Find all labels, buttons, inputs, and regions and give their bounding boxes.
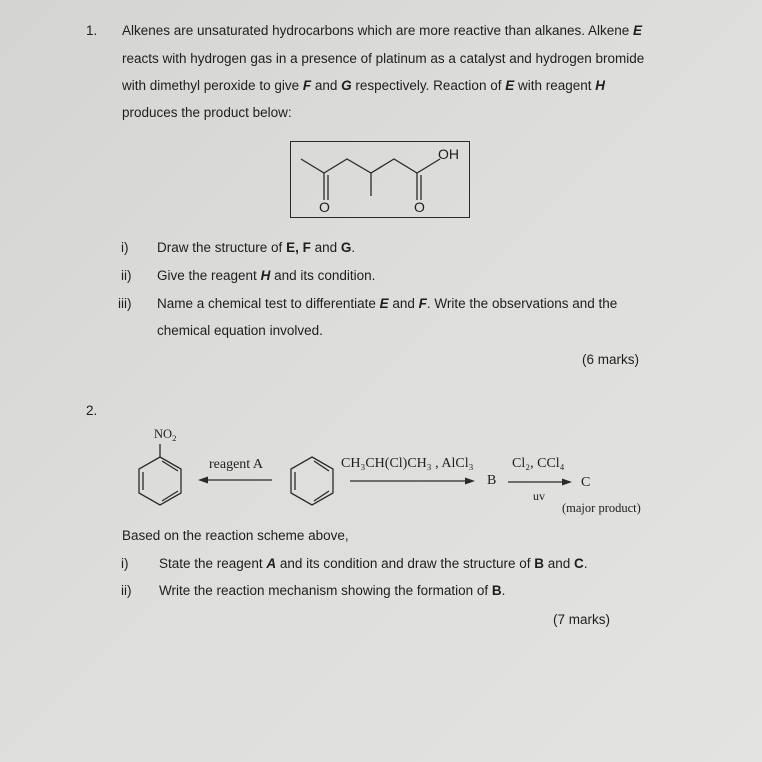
alkene-e: E bbox=[633, 23, 643, 38]
and-label: and bbox=[310, 240, 341, 255]
reagent-h: H bbox=[595, 78, 606, 93]
period: . bbox=[501, 583, 506, 598]
q1-paragraph-line-4: produces the product below: bbox=[122, 105, 292, 120]
alkene-e: E bbox=[379, 296, 389, 311]
reagent-a-label: reagent A bbox=[209, 457, 264, 472]
product-f: F bbox=[302, 78, 312, 93]
nitro-group-label bbox=[154, 427, 176, 442]
major-product-note: (major product) bbox=[562, 501, 641, 515]
benzene-ring bbox=[291, 457, 333, 505]
q1-sub-i-text bbox=[157, 234, 355, 261]
q2-sub-i-text bbox=[159, 550, 588, 577]
q2-sub-ii-number: ii) bbox=[121, 583, 132, 598]
q1-sub-ii-number: ii) bbox=[121, 268, 132, 283]
q1-paragraph-line-1 bbox=[122, 17, 642, 44]
and-label: and bbox=[543, 556, 575, 571]
reagent-h: H bbox=[260, 268, 271, 283]
hydroxyl-label: OH bbox=[438, 146, 459, 162]
q1-sub-ii-text bbox=[157, 262, 375, 289]
alkylation-reagents: CH₃CH(Cl)CH₃ , AlCl₃ bbox=[341, 456, 474, 471]
and-label: and bbox=[388, 296, 419, 311]
q1-paragraph-line-2: reacts with hydrogen gas in a presence of platinum as a catalyst and hydrogen bromide bbox=[122, 51, 645, 66]
arrowhead-right bbox=[465, 478, 475, 485]
arrowhead-left bbox=[198, 477, 208, 484]
q1-paragraph-line-3 bbox=[122, 72, 605, 99]
q1-text: respectively. Reaction of bbox=[351, 78, 506, 93]
product-b: B bbox=[491, 583, 502, 598]
q1-text: with reagent bbox=[514, 78, 596, 93]
q1-sub-iii-line-2: chemical equation involved. bbox=[157, 323, 323, 338]
reaction-scheme bbox=[120, 430, 760, 530]
q1-text: with dimethyl peroxide to give bbox=[122, 78, 303, 93]
q1-sub-i-label: Draw the structure of bbox=[157, 240, 287, 255]
q1-sub-iii-text bbox=[157, 290, 642, 317]
arrowhead-right bbox=[562, 479, 572, 486]
subscript: 2 bbox=[172, 433, 177, 443]
question-2-number: 2. bbox=[86, 403, 98, 418]
q2-sub-i-label: State the reagent bbox=[159, 556, 267, 571]
q1-sub-ii-label: and its condition. bbox=[270, 268, 376, 283]
q2-sub-i-label: and its condition and draw the structure of bbox=[276, 556, 535, 571]
product-g: G bbox=[341, 78, 352, 93]
q2-sub-ii-text bbox=[159, 577, 505, 604]
carbonyl-oxygen-2: O bbox=[414, 199, 425, 215]
e-f-label: E, F bbox=[286, 240, 311, 255]
no-label: NO bbox=[154, 427, 173, 441]
q1-text: Alkenes are unsaturated hydrocarbons which are more reactive than alkanes. Alkene bbox=[122, 23, 634, 38]
uv-condition: uv bbox=[533, 489, 545, 503]
q2-marks: (7 marks) bbox=[553, 612, 610, 627]
q1-sub-i-number: i) bbox=[121, 240, 129, 255]
q1-text: and bbox=[311, 78, 342, 93]
q1-sub-iii-number: iii) bbox=[118, 296, 132, 311]
nitrobenzene-ring bbox=[139, 444, 181, 505]
product-c: C bbox=[574, 556, 584, 571]
period: . bbox=[583, 556, 588, 571]
q1-marks: (6 marks) bbox=[582, 352, 639, 367]
product-structure bbox=[290, 141, 470, 218]
carbonyl-oxygen-1: O bbox=[319, 199, 330, 215]
product-f: F bbox=[418, 296, 427, 311]
q1-sub-ii-label: Give the reagent bbox=[157, 268, 261, 283]
product-b: B bbox=[487, 473, 497, 488]
question-1-number: 1. bbox=[86, 23, 98, 38]
g-label: G bbox=[340, 240, 352, 255]
product-b: B bbox=[534, 556, 544, 571]
chlorination-reagents: Cl₂, CCl₄ bbox=[512, 456, 565, 471]
product-c: C bbox=[581, 475, 591, 490]
q2-sub-ii-label: Write the reaction mechanism showing the formation of bbox=[159, 583, 492, 598]
q1-sub-iii-label: . Write the observations and the bbox=[426, 296, 618, 311]
q2-sub-i-number: i) bbox=[121, 556, 129, 571]
q1-sub-iii-label: Name a chemical test to differentiate bbox=[157, 296, 380, 311]
alkene-e: E bbox=[505, 78, 515, 93]
q2-intro: Based on the reaction scheme above, bbox=[122, 528, 349, 543]
reagent-a: A bbox=[266, 556, 277, 571]
period: . bbox=[351, 240, 356, 255]
carbon-chain bbox=[301, 159, 440, 173]
